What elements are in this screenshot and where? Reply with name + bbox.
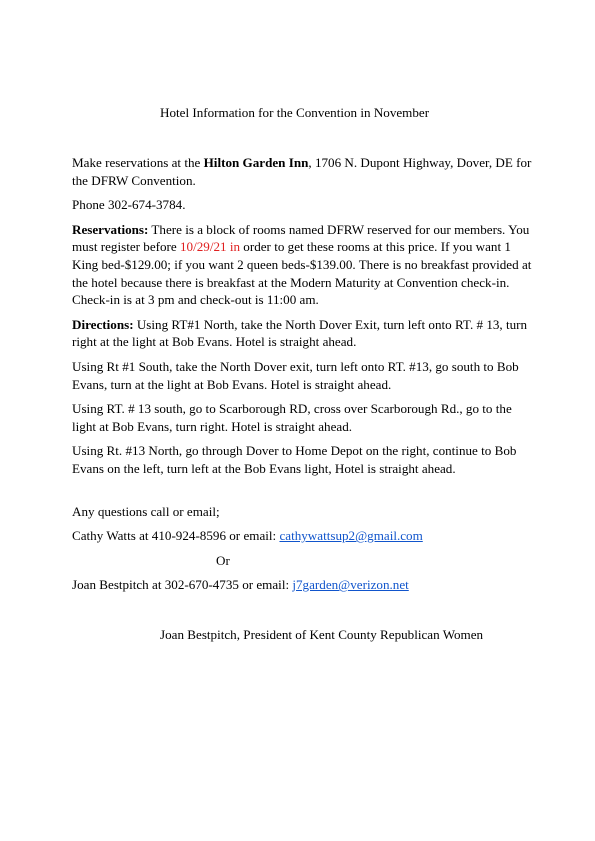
email-link-cathy[interactable]: cathywattsup2@gmail.com	[279, 528, 423, 544]
deadline-date: 10/29/21 in	[180, 239, 241, 255]
hotel-name: Hilton Garden Inn	[203, 155, 309, 170]
or-separator: Or	[216, 552, 230, 568]
email-link-joan[interactable]: j7garden@verizon.net	[292, 577, 409, 593]
contact-heading: Any questions call or email;	[72, 503, 220, 519]
direction-item: Using Rt. #13 North, go through Dover to Home Depot on the right, continue to Bob Evans on the left, turn left at the Bob Evans light, Hotel is straight ahead.	[72, 443, 517, 476]
contact-cathy-text: Cathy Watts at 410-924-8596 or email:	[72, 528, 280, 544]
document-title: Hotel Information for the Convention in November	[160, 105, 430, 120]
intro-pre: Make reservations at the	[72, 155, 204, 170]
reservations-post: order to get these rooms at this price. If you want 1 King bed-$129.00; if you want 2 queen beds-$139.00. There is no breakfast provided at the hotel because there is breakfast at the Modern Maturity at Convention check-in. Check-in is at 3 pm and check-out is 11:00 am.	[72, 239, 532, 308]
reservations-label: Reservations:	[72, 221, 149, 237]
reservations-paragraph	[72, 221, 534, 309]
contact-joan	[72, 576, 534, 594]
signature-line: Joan Bestpitch, President of Kent County Republican Women	[160, 627, 484, 642]
reservations-pre: There is a block of rooms named DFRW reserved for our members. You must register before	[72, 221, 530, 255]
direction-item: Using RT. # 13 south, go to Scarborough RD, cross over Scarborough Rd., go to the light at Bob Evans, turn right. Hotel is straight ahead.	[72, 401, 512, 434]
intro-post: , 1706 N. Dupont Highway, Dover, DE for the DFRW Convention.	[72, 155, 532, 188]
document-body	[72, 154, 534, 594]
contact-joan-text: Joan Bestpitch at 302-670-4735 or email:	[72, 577, 293, 593]
direction-item: Using Rt #1 South, take the North Dover exit, turn left onto RT. #13, go south to Bob Evans, turn at the light at Bob Evans. Hotel is straight ahead.	[72, 358, 519, 392]
directions-first: Using RT#1 North, take the North Dover Exit, turn left onto RT. # 13, turn right at the light at Bob Evans. Hotel is straight ahead.	[72, 316, 528, 350]
directions-label: Directions:	[72, 316, 134, 332]
contact-cathy	[72, 527, 534, 545]
directions-paragraph	[72, 316, 534, 351]
phone-line: Phone 302-674-3784.	[72, 197, 186, 213]
intro-paragraph	[72, 154, 534, 189]
